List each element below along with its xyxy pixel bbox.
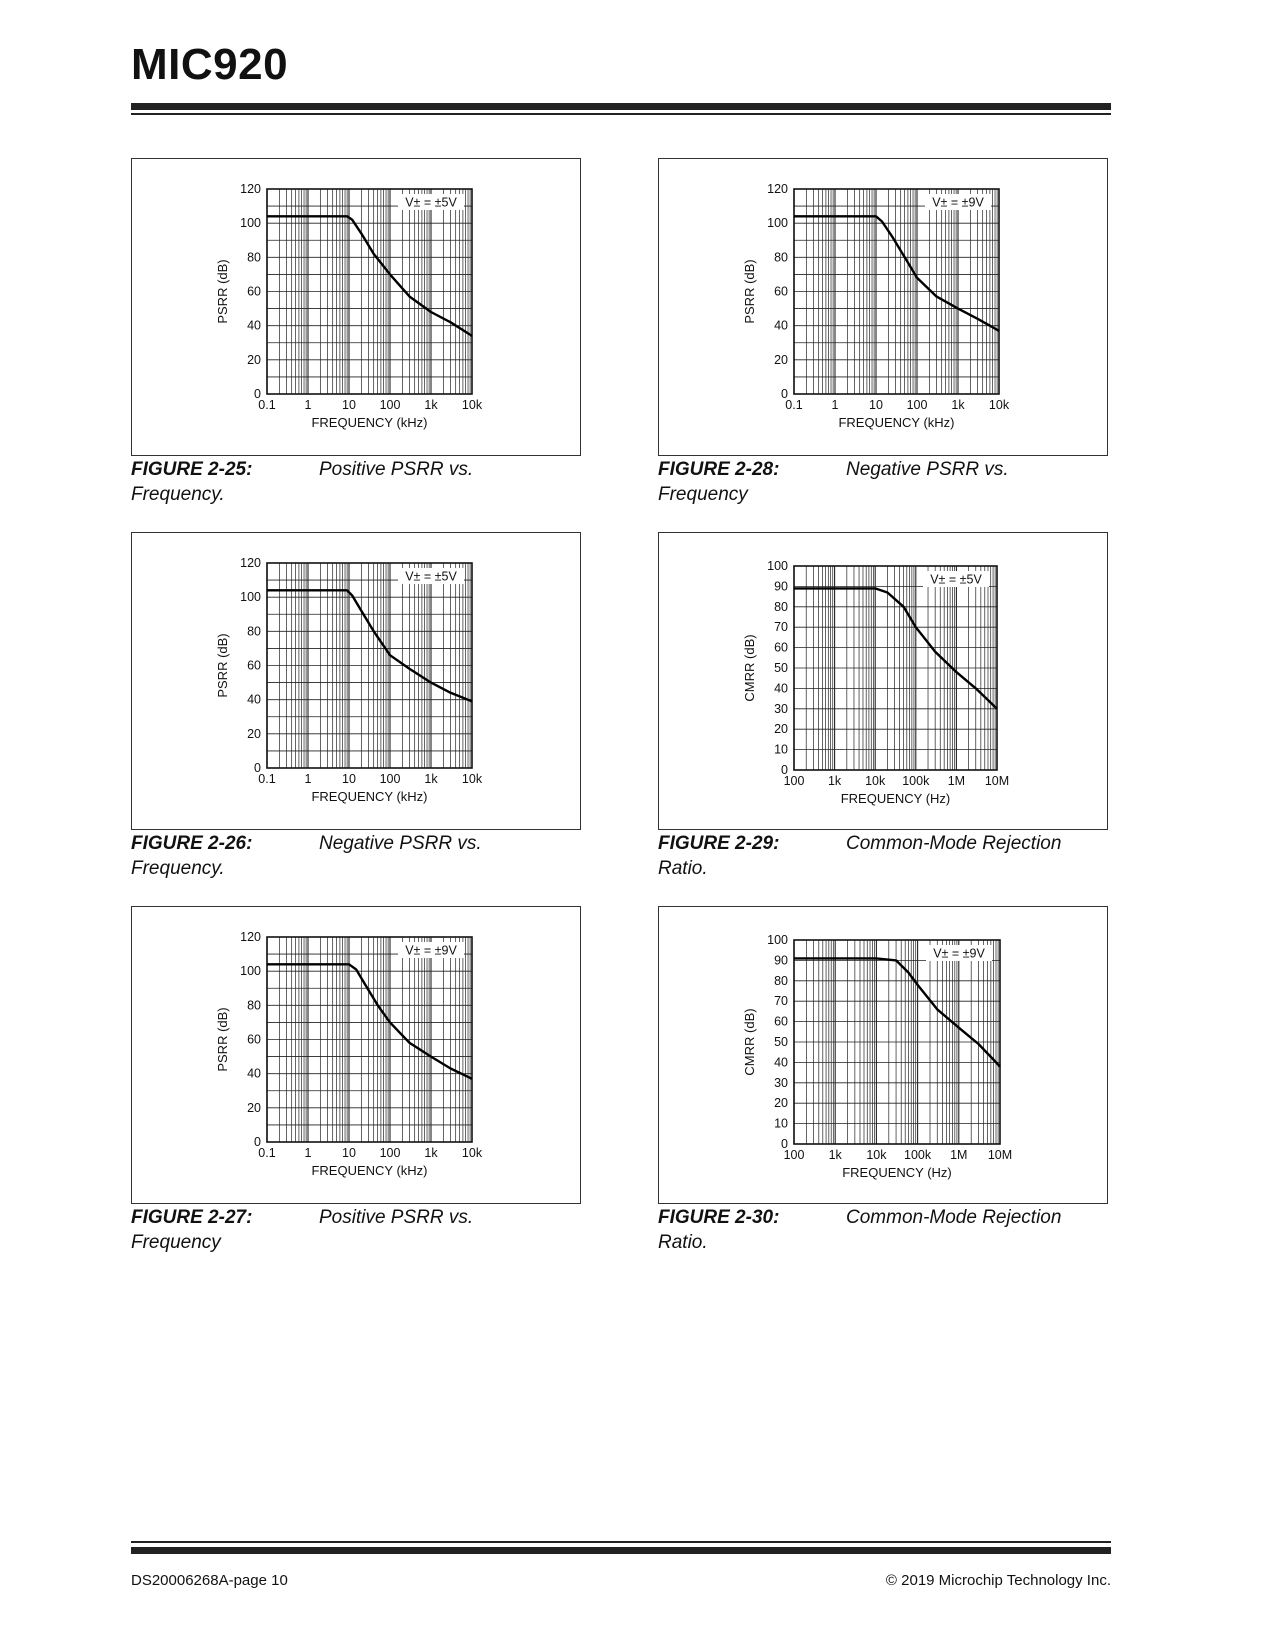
figure-caption-text: Common-Mode Rejection bbox=[846, 833, 1062, 854]
y-tick-label: 120 bbox=[240, 182, 261, 196]
x-tick-label: 10k bbox=[865, 774, 886, 788]
y-axis-label: PSRR (dB) bbox=[742, 259, 757, 324]
y-tick-label: 80 bbox=[774, 250, 788, 265]
x-axis-label: FREQUENCY (kHz) bbox=[311, 789, 428, 804]
footer-document-id: DS20006268A-page 10 bbox=[131, 1572, 288, 1589]
legend-label: V± = ±9V bbox=[932, 195, 984, 210]
y-tick-label: 70 bbox=[774, 620, 788, 635]
y-tick-label: 60 bbox=[247, 284, 261, 299]
x-tick-label: 100 bbox=[906, 398, 928, 412]
figure-2-28-chart bbox=[658, 158, 1108, 456]
y-tick-label: 120 bbox=[240, 930, 261, 944]
y-tick-label: 80 bbox=[247, 998, 261, 1013]
y-tick-label: 20 bbox=[247, 352, 261, 367]
x-tick-label: 10M bbox=[984, 774, 1010, 788]
y-axis-label: PSRR (dB) bbox=[215, 259, 230, 324]
y-tick-label: 60 bbox=[247, 1032, 261, 1047]
x-tick-label: 10k bbox=[988, 398, 1010, 412]
x-tick-label: 1 bbox=[304, 772, 312, 786]
figure-caption-text-line2: Frequency. bbox=[131, 858, 225, 879]
x-tick-label: 0.1 bbox=[258, 772, 276, 786]
y-tick-label: 100 bbox=[767, 933, 788, 947]
figure-caption-text: Positive PSRR vs. bbox=[319, 459, 474, 480]
figure-2-30-chart bbox=[658, 906, 1108, 1204]
y-tick-label: 50 bbox=[774, 661, 788, 675]
x-tick-label: 1k bbox=[828, 1148, 842, 1162]
figure-number: FIGURE 2-26: bbox=[131, 833, 253, 854]
figure-caption-text-line2: Frequency bbox=[131, 1232, 221, 1253]
legend-label: V± = ±5V bbox=[930, 572, 982, 587]
header-rule-thin bbox=[131, 113, 1111, 115]
x-tick-label: 10k bbox=[461, 398, 483, 412]
chart-svg bbox=[659, 159, 1109, 457]
figure-2-25-chart bbox=[131, 158, 581, 456]
x-tick-label: 100 bbox=[379, 1146, 401, 1160]
chart-svg bbox=[132, 533, 582, 831]
y-tick-label: 100 bbox=[240, 964, 261, 979]
y-tick-label: 40 bbox=[774, 1055, 788, 1070]
y-tick-label: 120 bbox=[240, 556, 261, 570]
y-tick-label: 0 bbox=[781, 387, 788, 401]
figure-2-27-chart bbox=[131, 906, 581, 1204]
x-tick-label: 1k bbox=[951, 398, 965, 412]
y-tick-label: 20 bbox=[247, 1100, 261, 1115]
y-tick-label: 20 bbox=[247, 726, 261, 741]
x-tick-label: 10M bbox=[987, 1148, 1013, 1162]
y-tick-label: 10 bbox=[774, 742, 788, 757]
x-tick-label: 0.1 bbox=[785, 398, 803, 412]
y-tick-label: 60 bbox=[774, 284, 788, 299]
figure-caption-text: Negative PSRR vs. bbox=[319, 833, 482, 854]
legend-label: V± = ±9V bbox=[933, 946, 985, 961]
legend-label: V± = ±9V bbox=[405, 943, 457, 958]
y-tick-label: 60 bbox=[247, 658, 261, 673]
figure-caption bbox=[658, 1205, 1128, 1255]
x-tick-label: 100 bbox=[379, 398, 401, 412]
figure-caption-text-line2: Ratio. bbox=[658, 1232, 708, 1253]
grid bbox=[794, 940, 1000, 1144]
grid bbox=[794, 189, 999, 394]
x-tick-label: 1k bbox=[424, 772, 438, 786]
y-tick-label: 20 bbox=[774, 352, 788, 367]
y-tick-label: 90 bbox=[774, 579, 788, 594]
x-axis-label: FREQUENCY (Hz) bbox=[840, 791, 951, 806]
x-tick-label: 100 bbox=[379, 772, 401, 786]
series-line bbox=[794, 216, 999, 330]
y-tick-label: 0 bbox=[254, 387, 261, 401]
x-axis-label: FREQUENCY (kHz) bbox=[838, 415, 955, 430]
figure-caption bbox=[658, 457, 1128, 507]
figure-caption-text: Common-Mode Rejection bbox=[846, 1207, 1062, 1228]
x-tick-label: 100k bbox=[902, 774, 930, 788]
footer-copyright: © 2019 Microchip Technology Inc. bbox=[885, 1572, 1111, 1589]
x-tick-label: 1k bbox=[424, 398, 438, 412]
y-tick-label: 0 bbox=[254, 1135, 261, 1149]
series-line bbox=[794, 958, 1000, 1066]
figure-caption bbox=[658, 831, 1128, 881]
figure-number: FIGURE 2-25: bbox=[131, 459, 253, 480]
y-tick-label: 0 bbox=[781, 763, 788, 777]
x-axis-label: FREQUENCY (kHz) bbox=[311, 1163, 428, 1178]
header-rule-thick bbox=[131, 103, 1111, 110]
x-tick-label: 1M bbox=[950, 1148, 968, 1162]
y-tick-label: 30 bbox=[774, 1075, 788, 1090]
figure-number: FIGURE 2-29: bbox=[658, 833, 780, 854]
x-tick-label: 100 bbox=[783, 1148, 805, 1162]
footer-rule-thin bbox=[131, 1541, 1111, 1543]
chart-svg bbox=[659, 907, 1109, 1205]
figure-caption-text-line2: Frequency bbox=[658, 484, 748, 505]
figure-number: FIGURE 2-27: bbox=[131, 1207, 253, 1228]
x-tick-label: 1k bbox=[424, 1146, 438, 1160]
figure-caption bbox=[131, 1205, 601, 1255]
y-tick-label: 100 bbox=[767, 216, 788, 231]
chart-svg bbox=[659, 533, 1109, 831]
y-axis-label: PSRR (dB) bbox=[215, 1007, 230, 1072]
figure-number: FIGURE 2-28: bbox=[658, 459, 780, 480]
figure-caption bbox=[131, 831, 601, 881]
y-tick-label: 40 bbox=[774, 318, 788, 333]
figure-caption-text-line2: Ratio. bbox=[658, 858, 708, 879]
series-line bbox=[267, 216, 472, 336]
document-title: MIC920 bbox=[131, 40, 289, 89]
x-tick-label: 100 bbox=[783, 774, 805, 788]
y-tick-label: 40 bbox=[774, 681, 788, 696]
figure-2-29-chart bbox=[658, 532, 1108, 830]
footer-rule-thick bbox=[131, 1547, 1111, 1554]
x-axis-label: FREQUENCY (Hz) bbox=[842, 1165, 952, 1180]
y-tick-label: 80 bbox=[774, 973, 788, 988]
y-tick-label: 80 bbox=[774, 599, 788, 614]
grid bbox=[267, 189, 472, 394]
figure-caption-text-line2: Frequency. bbox=[131, 484, 225, 505]
y-tick-label: 80 bbox=[247, 250, 261, 265]
y-tick-label: 120 bbox=[767, 182, 788, 196]
y-tick-label: 0 bbox=[254, 761, 261, 775]
chart-svg bbox=[132, 907, 582, 1205]
x-tick-label: 10 bbox=[342, 1146, 356, 1160]
x-tick-label: 1k bbox=[827, 774, 842, 788]
y-tick-label: 40 bbox=[247, 692, 261, 707]
x-tick-label: 10 bbox=[342, 398, 356, 412]
x-tick-label: 100k bbox=[904, 1148, 932, 1162]
grid bbox=[267, 937, 472, 1142]
series-line bbox=[267, 964, 472, 1079]
y-tick-label: 60 bbox=[774, 640, 788, 655]
y-tick-label: 40 bbox=[247, 1066, 261, 1081]
y-tick-label: 0 bbox=[781, 1137, 788, 1151]
y-tick-label: 90 bbox=[774, 953, 788, 968]
figure-caption-text: Negative PSRR vs. bbox=[846, 459, 1009, 480]
figure-2-26-chart bbox=[131, 532, 581, 830]
x-tick-label: 10k bbox=[461, 1146, 483, 1160]
y-tick-label: 40 bbox=[247, 318, 261, 333]
x-tick-label: 1M bbox=[947, 774, 966, 788]
legend-label: V± = ±5V bbox=[405, 195, 457, 210]
y-axis-label: CMRR (dB) bbox=[742, 634, 757, 702]
y-tick-label: 60 bbox=[774, 1014, 788, 1029]
y-tick-label: 100 bbox=[240, 216, 261, 231]
grid bbox=[267, 563, 472, 768]
y-tick-label: 70 bbox=[774, 994, 788, 1009]
x-tick-label: 0.1 bbox=[258, 1146, 276, 1160]
x-tick-label: 1 bbox=[831, 398, 839, 412]
legend-label: V± = ±5V bbox=[405, 569, 457, 584]
figure-number: FIGURE 2-30: bbox=[658, 1207, 780, 1228]
y-tick-label: 20 bbox=[774, 722, 788, 737]
y-axis-label: PSRR (dB) bbox=[215, 633, 230, 698]
series-line bbox=[267, 590, 472, 701]
y-tick-label: 50 bbox=[774, 1035, 788, 1049]
x-tick-label: 10k bbox=[866, 1148, 887, 1162]
figure-caption-text: Positive PSRR vs. bbox=[319, 1207, 474, 1228]
y-tick-label: 10 bbox=[774, 1116, 788, 1131]
x-tick-label: 10 bbox=[869, 398, 883, 412]
x-tick-label: 1 bbox=[304, 398, 312, 412]
y-tick-label: 20 bbox=[774, 1096, 788, 1111]
x-tick-label: 10 bbox=[342, 772, 356, 786]
y-tick-label: 100 bbox=[240, 590, 261, 605]
x-axis-label: FREQUENCY (kHz) bbox=[311, 415, 428, 430]
y-tick-label: 100 bbox=[767, 559, 788, 573]
y-tick-label: 30 bbox=[774, 701, 788, 716]
grid bbox=[794, 566, 997, 770]
y-axis-label: CMRR (dB) bbox=[742, 1008, 757, 1076]
x-tick-label: 0.1 bbox=[258, 398, 276, 412]
x-tick-label: 10k bbox=[461, 772, 483, 786]
y-tick-label: 80 bbox=[247, 624, 261, 639]
chart-svg bbox=[132, 159, 582, 457]
x-tick-label: 1 bbox=[304, 1146, 312, 1160]
figure-caption bbox=[131, 457, 601, 507]
